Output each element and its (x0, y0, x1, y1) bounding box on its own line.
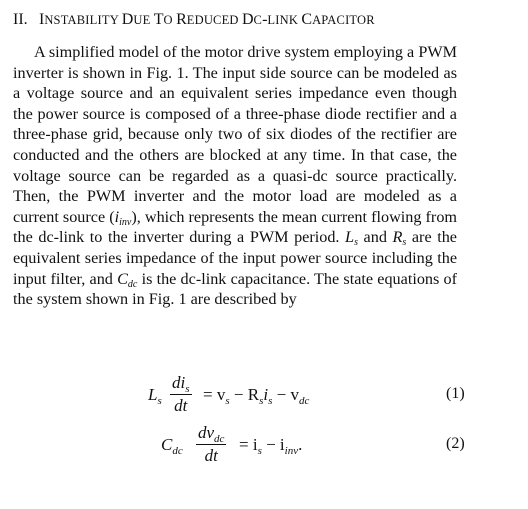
title-part: APACITOR (312, 13, 375, 27)
eq1-rhs: = $v_s - R_si_s - v_{dc}$ (203, 385, 310, 407)
title-part: - (262, 11, 268, 28)
title-part: EDUCED (186, 13, 242, 27)
eq2-coef: $C_{dc}$ (161, 435, 183, 457)
inline-math-symbol: $C_{dc}$ (117, 269, 138, 290)
body-paragraph (13, 42, 457, 310)
title-part: UE (133, 13, 154, 27)
equation-2 (0, 423, 528, 469)
title-part: T (153, 11, 164, 28)
eq1-fraction: $di_s$ dt (172, 373, 190, 415)
paragraph-text: and (357, 228, 393, 247)
paragraph-text: are the equivalent series impedance of the input power source including the input filter, and (13, 228, 457, 288)
title-part: O (163, 13, 177, 27)
title-part: LINK (267, 13, 302, 27)
eq1-coef: $L_s$ (148, 385, 162, 407)
inline-math-symbol: $L_s$ (345, 228, 358, 249)
eq2-fraction: $dv_{dc}$ dt (198, 423, 225, 465)
title-part: D (121, 11, 134, 28)
inline-math-symbol: $R_s$ (392, 228, 407, 249)
paragraph-text: is the dc-link capacitance. The state equations of the system shown in Fig. 1 are described by (13, 269, 457, 309)
eq2-number: (2) (446, 435, 465, 452)
title-part: C (253, 13, 263, 27)
section-number: II. (13, 11, 28, 28)
title-part: C (301, 11, 313, 28)
paragraph-text: ), which represents the mean current flowing from the dc-link to the inverter during a PWM period. (13, 207, 457, 247)
title-part: I (39, 11, 45, 28)
eq2-rhs: = $i_s - i_{inv}$. (239, 435, 303, 457)
eq1-number: (1) (446, 385, 465, 402)
section-title (39, 11, 375, 28)
equation-1 (0, 373, 528, 419)
paragraph-text: A simplified model of the motor drive system employing a PWM inverter is shown in Fig. 1. The input side source can be modeled as a voltage source and an equivalent series impedance even though the power source is composed of a three-phase diode rectifier and a three-phase grid, because only two of six diodes of the rectifier are conducted and the others are blocked at any time. In that case, the voltage source can be regarded as a quasi-dc source practically. Then, the PWM inverter and the motor load are modeled as a current source ( (13, 43, 457, 226)
section-heading (13, 10, 518, 30)
title-part: R (176, 11, 187, 28)
title-part: NSTABILITY (44, 13, 122, 27)
inline-math-symbol: $i_{inv}$ (114, 207, 132, 228)
title-part: D (241, 11, 254, 28)
